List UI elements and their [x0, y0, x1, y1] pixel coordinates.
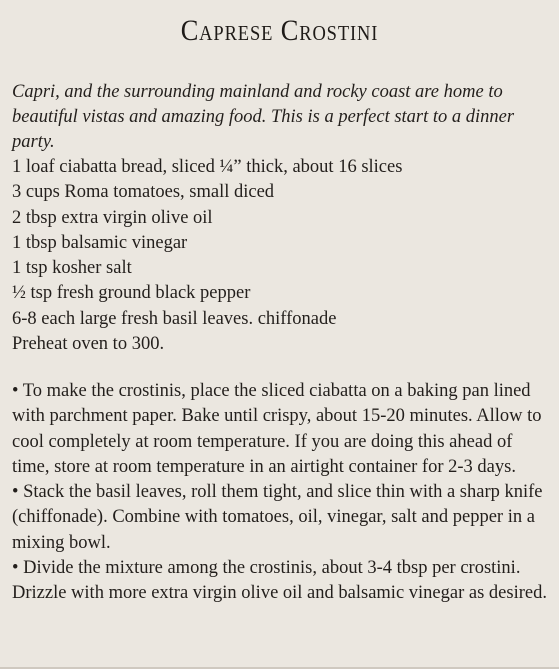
ingredient-item: ½ tsp fresh ground black pepper: [12, 283, 251, 304]
ingredient-item: 2 tbsp extra virgin olive oil: [12, 207, 213, 228]
preheat-instruction: Preheat oven to 300.: [12, 334, 165, 355]
ingredient-item: 3 cups Roma tomatoes, small diced: [12, 182, 275, 203]
instruction-steps: [12, 379, 548, 607]
ingredient-item: 1 tsp kosher salt: [12, 258, 132, 279]
instruction-step: • Divide the mixture among the crostinis, about 3-4 tbsp per crostini. Drizzle with more extra virgin olive oil and balsamic vinegar as desired.: [12, 558, 547, 604]
ingredient-item: 6-8 each large fresh basil leaves. chiffonade: [12, 308, 337, 329]
ingredient-list: [12, 155, 547, 357]
instruction-step: • To make the crostinis, place the sliced ciabatta on a baking pan lined with parchment paper. Bake until crispy, about 15-20 minutes. Allow to cool completely at room temperature. If you are doing this ahead of time, store at room temperature in an airtight container for 2-3 days.: [12, 381, 542, 477]
instruction-step: • Stack the basil leaves, roll them tight, and slice thin with a sharp knife (chiffonade). Combine with tomatoes, oil, vinegar, salt and pepper in a mixing bowl.: [12, 482, 543, 553]
recipe-title: Caprese Crostini: [180, 14, 379, 47]
ingredient-item: 1 tbsp balsamic vinegar: [12, 232, 188, 253]
recipe-intro: Capri, and the surrounding mainland and rocky coast are home to beautiful vistas and amazing food. This is a perfect start to a dinner party.: [12, 82, 515, 152]
ingredient-item: 1 loaf ciabatta bread, sliced ¼” thick, about 16 slices: [12, 157, 403, 177]
